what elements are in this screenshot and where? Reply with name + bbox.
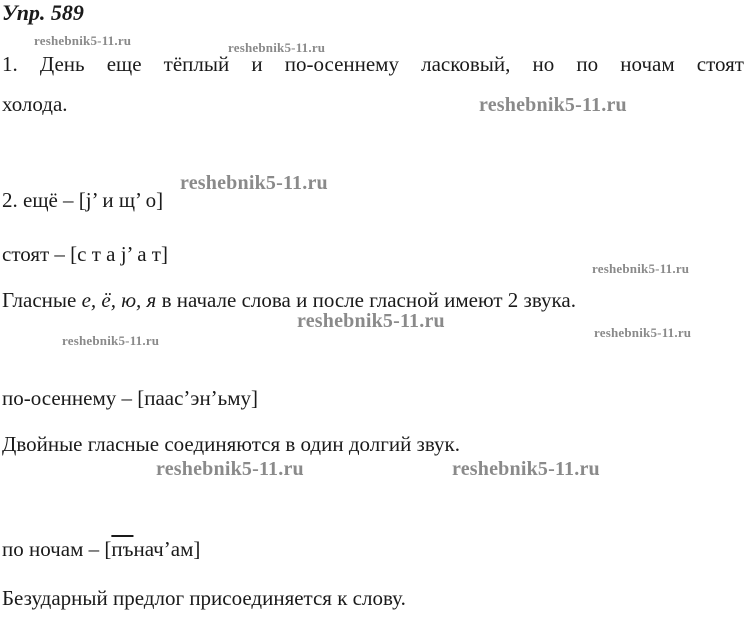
rule-preposition: Безударный предлог присоединяется к слову.: [2, 586, 406, 610]
phonetic-po-osennemu: по-осеннему – [паас’эн’ьму]: [2, 386, 259, 410]
sentence-word: ласковый,: [421, 52, 511, 76]
watermark: reshebnik5-11.ru: [594, 325, 692, 340]
rule-vowels: [2, 288, 576, 312]
sentence-word: стоят: [696, 52, 744, 76]
phonetic-po-nocham: [2, 537, 200, 561]
phonetic-eshche: 2. ещё – [j’ и щ’ о]: [2, 188, 164, 212]
sentence-line-2: холода.: [2, 92, 68, 116]
sentence-word: еще: [106, 52, 142, 76]
sentence-word: но: [532, 52, 555, 76]
phonetic-merged-syllable: пъ: [111, 537, 134, 561]
watermark: reshebnik5-11.ru: [592, 261, 690, 276]
phonetic-text: нач’ам]: [133, 537, 201, 561]
rule-text: Гласные: [2, 288, 82, 312]
exercise-title: Упр. 589: [2, 0, 84, 25]
watermark: reshebnik5-11.ru: [156, 458, 304, 480]
rule-letters: е, ё, ю, я: [81, 288, 157, 312]
watermark: reshebnik5-11.ru: [297, 310, 445, 332]
watermark: reshebnik5-11.ru: [180, 172, 328, 194]
watermark: reshebnik5-11.ru: [452, 458, 600, 480]
rule-double-vowels: Двойные гласные соединяются в один долгий звук.: [2, 432, 461, 456]
phonetic-stoyat: стоят – [с т а j’ а т]: [2, 242, 168, 266]
sentence-word: и: [251, 52, 263, 76]
watermark: reshebnik5-11.ru: [34, 33, 132, 48]
watermark: reshebnik5-11.ru: [228, 40, 326, 55]
sentence-word: тёплый: [163, 52, 230, 76]
sentence-word: 1.: [2, 52, 18, 76]
phonetic-text: по ночам – [: [2, 537, 112, 561]
sentence-word: по: [576, 52, 599, 76]
rule-text: в начале слова и после гласной имеют 2 звука.: [156, 288, 576, 312]
sentence-line-1: [2, 52, 744, 76]
watermark: reshebnik5-11.ru: [62, 333, 160, 348]
sentence-word: ночам: [620, 52, 675, 76]
watermark: reshebnik5-11.ru: [479, 94, 627, 116]
sentence-word: День: [39, 52, 85, 76]
sentence-word: по-осеннему: [284, 52, 399, 76]
